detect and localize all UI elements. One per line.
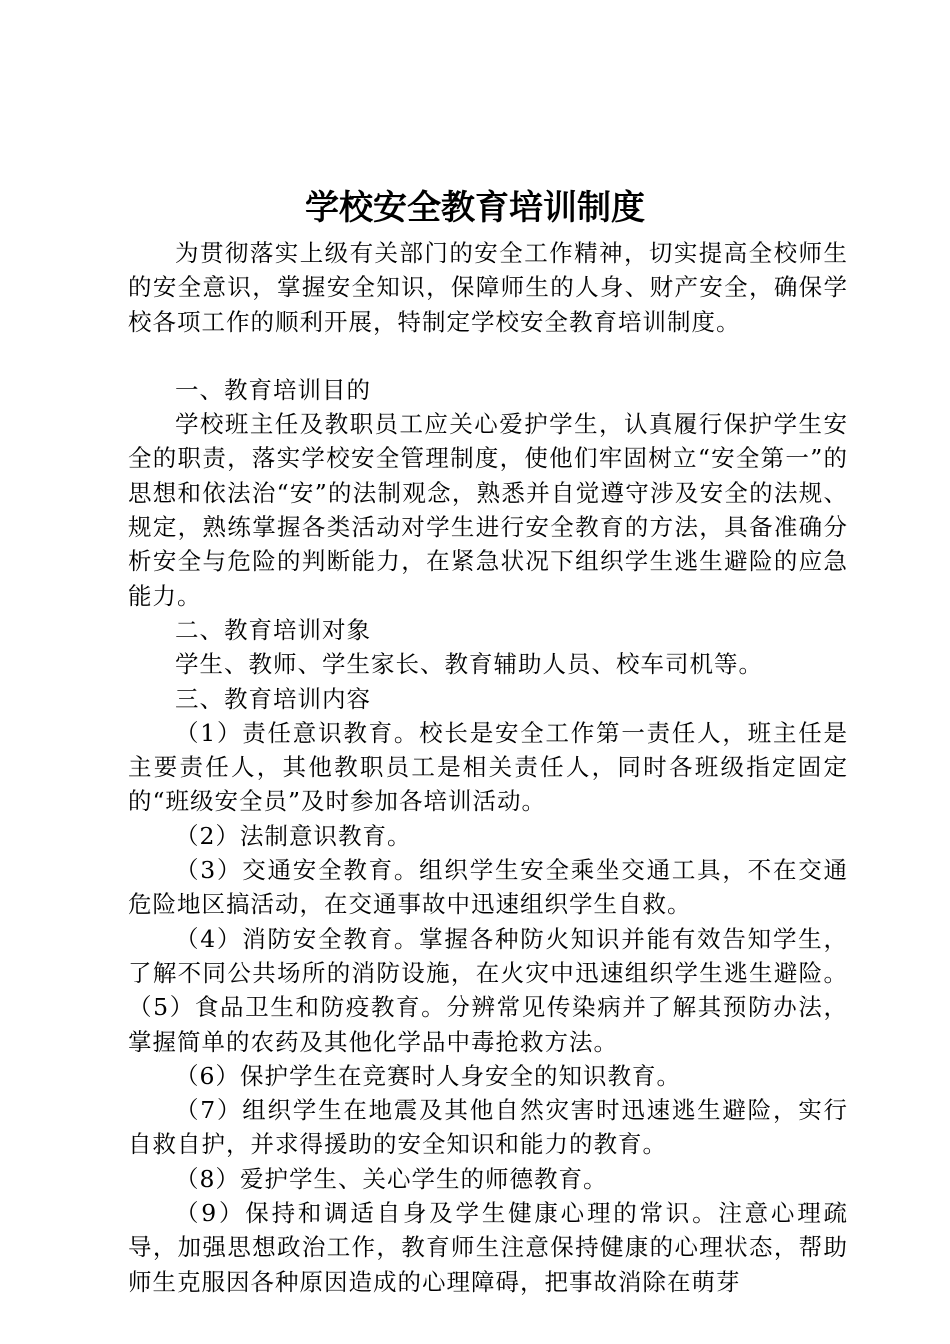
content-item-1: （1）责任意识教育。校长是安全工作第一责任人，班主任是主要责任人，其他教职员工是相关责任人，同时各班级指定固定的“班级安全员”及时参加各培训活动。 <box>128 718 848 816</box>
intro-paragraph: 为贯彻落实上级有关部门的安全工作精神，切实提高全校师生的安全意识，掌握安全知识，保障师生的人身、财产安全，确保学校各项工作的顺利开展，特制定学校安全教育培训制度。 <box>128 239 848 336</box>
paragraph-audience: 学生、教师、学生家长、教育辅助人员、校车司机等。 <box>175 650 763 679</box>
content-item-6: （6）保护学生在竞赛时人身安全的知识教育。 <box>175 1061 681 1090</box>
content-item-2: （2）法制意识教育。 <box>175 821 412 850</box>
section-heading-content: 三、教育培训内容 <box>175 684 371 713</box>
section-heading-audience: 二、教育培训对象 <box>175 615 371 644</box>
content-item-3: （3）交通安全教育。组织学生安全乘坐交通工具，不在交通危险地区搞活动，在交通事故中迅速组织学生自救。 <box>128 856 848 919</box>
document-body <box>128 236 848 1299</box>
content-item-9: （9）保持和调适自身及学生健康心理的常识。注意心理疏导，加强思想政治工作，教育师生注意保持健康的心理状态，帮助师生克服因各种原因造成的心理障碍，把事故消除在萌芽 <box>128 1199 848 1296</box>
document-title: 学校安全教育培训制度 <box>305 188 645 228</box>
section-heading-purpose: 一、教育培训目的 <box>175 375 371 404</box>
paragraph-purpose: 学校班主任及教职员工应关心爱护学生，认真履行保护学生安全的职责，落实学校安全管理制度，使他们牢固树立“安全第一”的思想和依法治“安”的法制观念，熟悉并自觉遵守涉及安全的法规、规定，熟练掌握各类活动对学生进行安全教育的方法，具备准确分析安全与危险的判断能力，在紧急状况下组织学生逃生避险的应急能力。 <box>128 410 848 610</box>
content-item-8: （8）爱护学生、关心学生的师德教育。 <box>175 1164 608 1193</box>
content-item-4-5: （4）消防安全教育。掌握各种防火知识并能有效告知学生，了解不同公共场所的消防设施，在火灾中迅速组织学生逃生避险。（5）食品卫生和防疫教育。分辨常见传染病并了解其预防办法，掌握简单的农药及其他化学品中毒抢救方法。 <box>128 924 848 1056</box>
content-item-7: （7）组织学生在地震及其他自然灾害时迅速逃生避险，实行自救自护，并求得援助的安全知识和能力的教育。 <box>128 1096 848 1159</box>
